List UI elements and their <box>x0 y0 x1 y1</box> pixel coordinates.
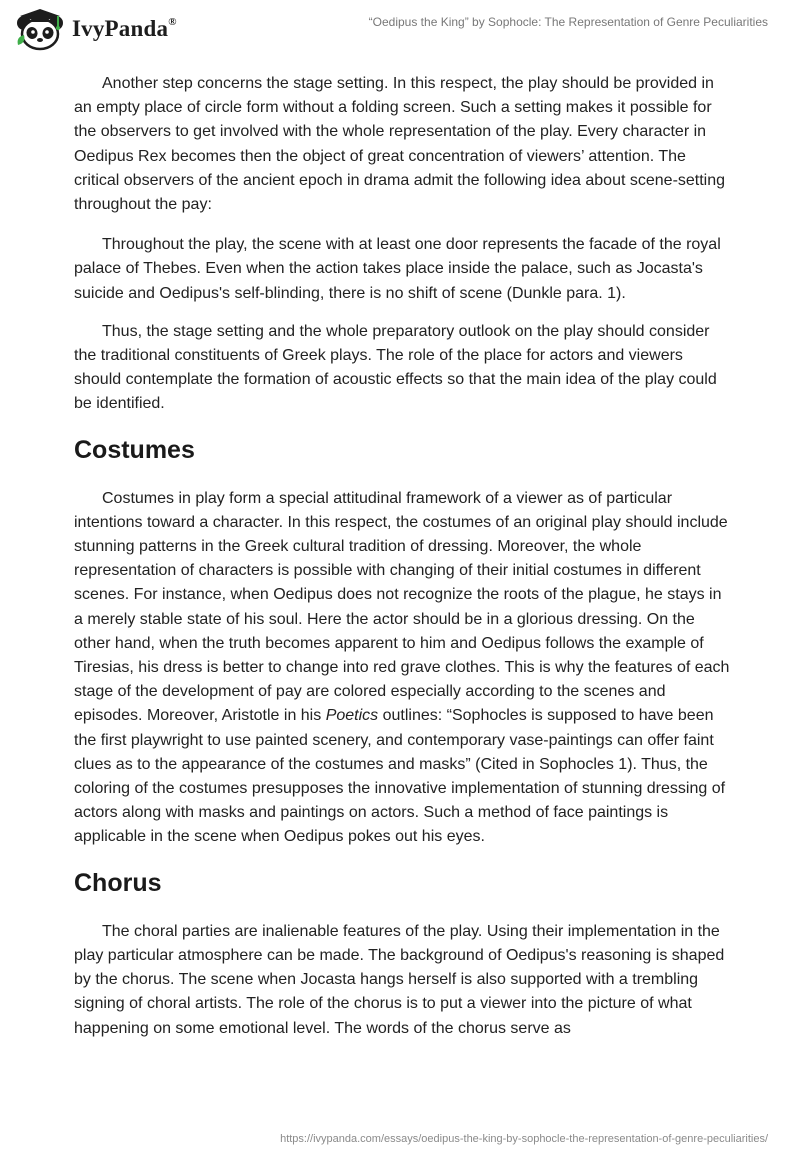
ivypanda-logo[interactable] <box>14 7 177 51</box>
document-title: “Oedipus the King” by Sophocle: The Representation of Genre Peculiarities <box>368 15 768 29</box>
logo-wordmark <box>72 16 177 42</box>
block-quote: Throughout the play, the scene with at least one door represents the facade of the royal palace of Thebes. Even when the action takes place inside the palace, such as Jocasta's suicide and Oedipus's self-blinding, there is no shift of scene (Dunkle para. 1). <box>74 236 721 302</box>
panda-graduate-icon <box>14 7 66 51</box>
source-url[interactable]: https://ivypanda.com/essays/oedipus-the-king-by-sophocle-the-representation-of-genre-peculiarities/ <box>280 1133 768 1145</box>
costumes-text-part-2: outlines: “Sophocles is supposed to have been the first playwright to use painted scenery, and contemporary vase-paintings can offer faint clues as to the appearance of the costumes and masks” (Cited in Sophocles 1). Thus, the coloring of the costumes presupposes the innovative implementation of stunning dressing of actors along with masks and paintings on actors. Such a method of face paintings is applicable in the scene when Oedipus pokes out his eyes. <box>74 707 726 846</box>
heading-chorus: Chorus <box>74 868 162 897</box>
paragraph-stage-conclusion: Thus, the stage setting and the whole preparatory outlook on the play should consider the traditional constituents of Greek plays. The role of the place for actors and viewers should contemplate the formation of acoustic effects so that the main idea of the play could be identified. <box>74 322 717 413</box>
heading-costumes: Costumes <box>74 435 195 464</box>
paragraph-stage-setting: Another step concerns the stage setting. In this respect, the play should be provided in an empty place of circle form without a folding screen. Such a setting makes it possible for the observers to get involved with the whole representation of the play. Every character in Oedipus Rex becomes then the object of great concentration of viewers’ attention. The critical observers of the ancient epoch in drama admit the following idea about scene-setting throughout the pay: <box>74 75 726 214</box>
paragraph-costumes <box>74 487 734 850</box>
logo-name: IvyPanda <box>72 16 169 41</box>
paragraph-chorus: The choral parties are inalienable features of the play. Using their implementation in the play particular atmosphere can be made. The background of Oedipus's reasoning is shaped by the chorus. The scene when Jocasta hangs herself is also supported with a trembling signing of choral artists. The role of the chorus is to put a viewer into the picture of what happening on some emotional level. The words of the chorus serve as <box>74 922 725 1037</box>
page-header <box>0 0 800 60</box>
poetics-title: Poetics <box>325 707 379 725</box>
essay-content <box>74 72 734 1057</box>
registered-mark: ® <box>168 16 177 29</box>
costumes-text-part-1: Costumes in play form a special attitudinal framework of a viewer as of particular intentions toward a character. In this respect, the costumes of an original play should include stunning patterns in the Greek cultural tradition of dressing. Moreover, the whole representation of characters is possible with changing of their initial costumes in different scenes. For instance, when Oedipus does not recognize the roots of the plague, he stays in a merely stable state of his soul. Here the actor should be in a glorious dressing. On the other hand, when the truth becomes apparent to him and Oedipus follows the example of Tiresias, his dress is better to change into red grave clothes. This is why the features of each stage of the development of pay are colored especially according to the scenes and episodes. Moreover, Aristotle in his <box>74 489 730 725</box>
